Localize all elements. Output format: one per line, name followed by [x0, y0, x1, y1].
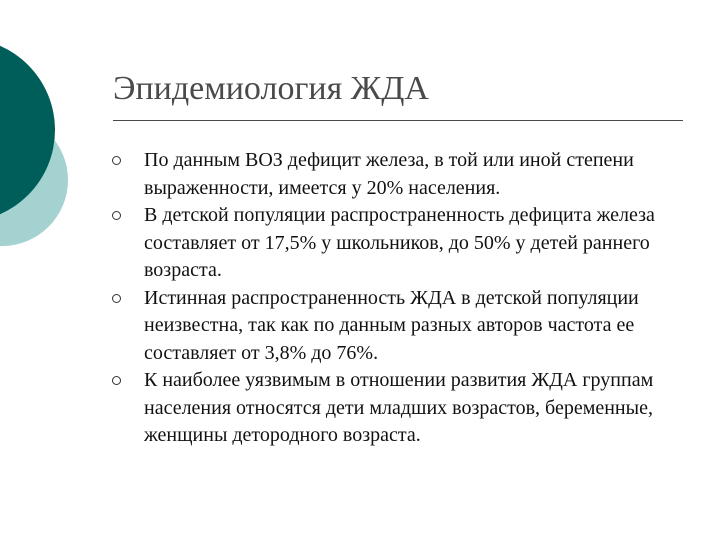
bullet-item	[112, 367, 692, 450]
bullet-item	[112, 285, 692, 368]
bullet-item	[112, 147, 692, 202]
slide-title: Эпидемиология ЖДА	[113, 70, 429, 107]
decorative-circles	[0, 0, 110, 290]
bullet-text: К наиболее уязвимым в отношении развития ЖДА группам населения относятся дети младших возрастов, беременные, женщины детородного возраста.	[144, 369, 654, 446]
circle-bullet-icon	[112, 294, 121, 303]
bullet-list	[112, 147, 692, 450]
circle-bullet-icon	[112, 156, 121, 165]
bullet-text: Истинная распространенность ЖДА в детской популяции неизвестна, так как по данным разных авторов частота ее составляет от 3,8% до 76%.	[144, 286, 639, 364]
circle-bullet-icon	[112, 211, 121, 220]
circle-bullet-icon	[112, 376, 121, 385]
title-divider	[113, 120, 683, 121]
bullet-item	[112, 202, 692, 285]
bullet-text: По данным ВОЗ дефицит железа, в той или иной степени выраженности, имеется у 20% населения.	[144, 149, 634, 199]
bullet-text: В детской популяции распространенность дефицита железа составляет от 17,5% у школьников, до 50% у детей раннего возраста.	[144, 204, 655, 281]
